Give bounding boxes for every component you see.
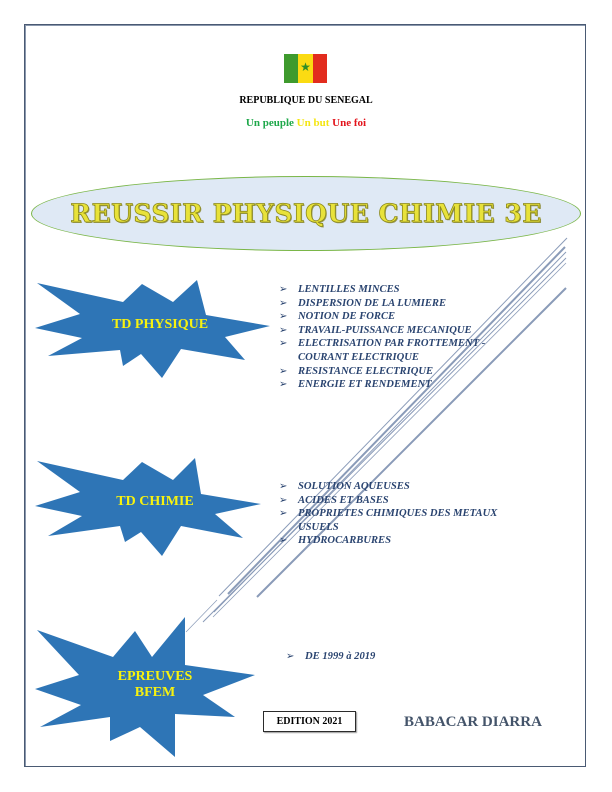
arrow-bullet-icon: ➢: [279, 535, 288, 547]
list-item-continuation: USUELS: [298, 521, 339, 533]
list-item: ➢ SOLUTION AQUEUSES: [279, 481, 410, 492]
national-motto: [0, 117, 612, 129]
list-item: ➢ ACIDES ET BASES: [279, 494, 389, 506]
arrow-bullet-icon: ➢: [279, 379, 288, 391]
motto-part-2: Un but: [296, 117, 330, 129]
motto-part-3: Une foi: [332, 117, 367, 129]
arrow-bullet-icon: ➢: [279, 508, 288, 520]
section-label-epreuves: [80, 669, 230, 701]
list-item: ➢ DE 1999 à 2019: [286, 651, 376, 662]
arrow-bullet-icon: ➢: [279, 494, 288, 506]
chimie-topic-list: [273, 480, 497, 548]
arrow-bullet-icon: ➢: [286, 651, 295, 662]
list-item: ➢ LENTILLES MINCES: [279, 284, 400, 295]
country-name: REPUBLIQUE DU SENEGAL: [239, 95, 373, 106]
list-item: ➢ HYDROCARBURES: [279, 535, 392, 547]
list-item: ➢ RESISTANCE ELECTRIQUE: [279, 365, 434, 377]
edition-box: EDITION 2021: [263, 711, 356, 732]
arrow-bullet-icon: ➢: [279, 284, 288, 295]
list-item: ➢ ENERGIE ET RENDEMENT: [279, 379, 432, 391]
list-item: ➢ TRAVAIL-PUISSANCE MECANIQUE: [279, 324, 472, 336]
physique-topic-list: [273, 283, 485, 392]
list-item: ➢ DISPERSION DE LA LUMIERE: [279, 297, 447, 309]
arrow-bullet-icon: ➢: [279, 311, 288, 323]
arrow-bullet-icon: ➢: [279, 481, 288, 492]
arrow-bullet-icon: ➢: [279, 365, 288, 377]
arrow-bullet-icon: ➢: [279, 338, 288, 350]
motto-part-1: Un peuple: [245, 117, 294, 129]
author-name: BABACAR DIARRA: [404, 714, 542, 730]
star-icon: ★: [300, 60, 311, 74]
list-item: ➢ ELECTRISATION PAR FROTTEMENT -: [279, 338, 486, 350]
section-label-epreuves-line1: EPREUVES: [117, 669, 193, 684]
senegal-flag-icon: [284, 54, 327, 83]
list-item: ➢ NOTION DE FORCE: [279, 311, 396, 323]
arrow-bullet-icon: ➢: [279, 324, 288, 336]
section-label-epreuves-line2: BFEM: [134, 685, 176, 700]
epreuves-list: [280, 650, 375, 664]
section-label-physique: TD PHYSIQUE: [111, 317, 209, 332]
list-item: ➢ PROPRIETES CHIMIQUES DES METAUX: [279, 508, 498, 520]
arrow-bullet-icon: ➢: [279, 297, 288, 309]
section-label-chimie: TD CHIMIE: [116, 494, 194, 509]
book-title: REUSSIR PHYSIQUE CHIMIE 3E: [70, 199, 542, 228]
list-item-continuation: COURANT ELECTRIQUE: [298, 351, 419, 363]
title-ellipse: [31, 176, 581, 251]
